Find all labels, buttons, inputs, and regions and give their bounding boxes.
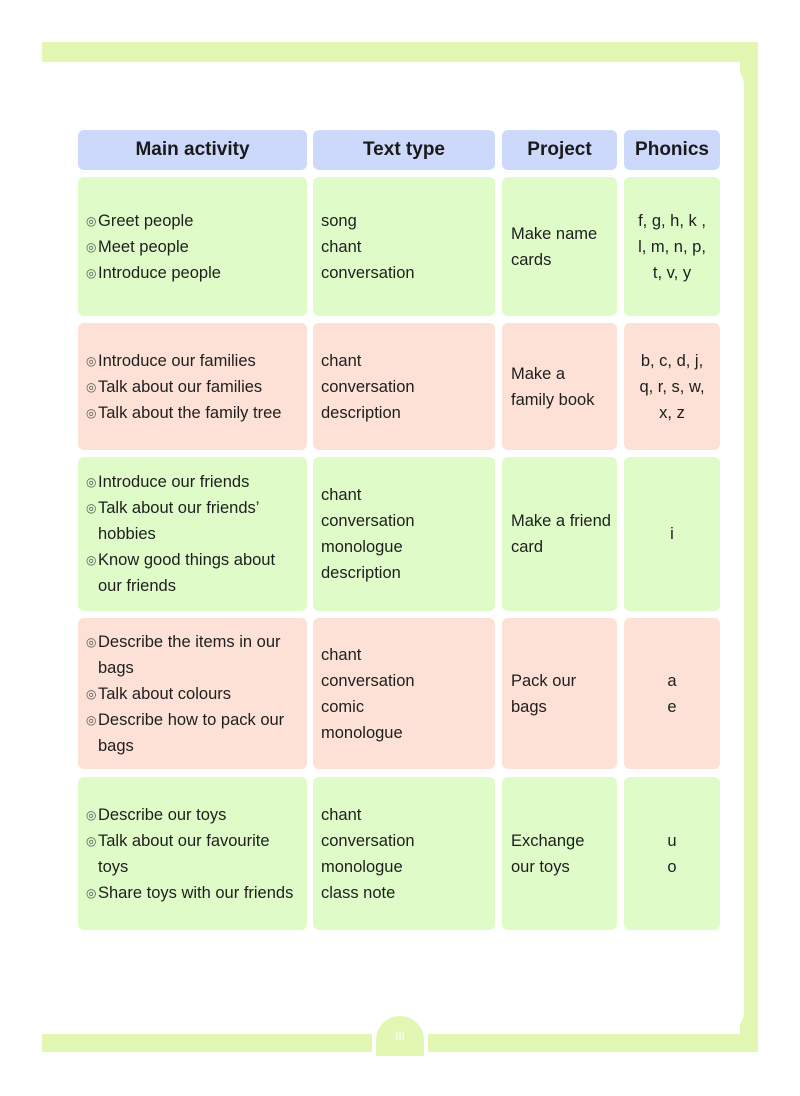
phonics-item: i: [670, 525, 674, 543]
text-type-item: class note: [321, 883, 396, 902]
ring-bullet-icon: ◎: [86, 239, 97, 254]
list-item: ◎ Greet people: [86, 208, 301, 234]
ring-bullet-icon: ◎: [86, 405, 97, 420]
ring-bullet-icon: ◎: [86, 833, 97, 848]
phonics-item: a: [667, 671, 677, 690]
row-5-project: [502, 777, 617, 930]
ring-bullet-icon: ◎: [86, 553, 97, 567]
row-2-phonics: [624, 323, 720, 450]
row-2-project: [502, 323, 617, 450]
text-type-item: conversation: [321, 377, 415, 396]
text-type-item: conversation: [321, 671, 415, 690]
row-4-activities: [78, 618, 307, 769]
list-item: ◎ Introduce our families: [86, 348, 301, 374]
page-number: III: [376, 1016, 424, 1056]
project-label: Pack our bags: [511, 671, 577, 716]
text-type-item: description: [321, 403, 401, 422]
row-4-phonics: [624, 618, 720, 769]
list-item: ◎ Introduce people: [86, 260, 301, 286]
phonics-item: b, c, d, j,: [640, 351, 704, 370]
list-item: ◎ Talk about the family tree: [86, 400, 301, 426]
row-2-text-types: [313, 323, 495, 450]
ring-bullet-icon: ◎: [86, 634, 97, 649]
phonics-item: q, r, s, w,: [639, 377, 705, 396]
row-1-activities: [78, 177, 307, 316]
row-4-project: [502, 618, 617, 769]
page-frame-bottom-left: [42, 1034, 372, 1052]
project-label: Make a family book: [511, 364, 595, 409]
text-type-item: description: [321, 564, 401, 582]
text-type-item: chant: [321, 351, 362, 370]
text-type-item: comic: [321, 697, 365, 716]
row-2-activities: [78, 323, 307, 450]
text-type-item: conversation: [321, 512, 415, 530]
text-type-item: conversation: [321, 263, 415, 282]
ring-bullet-icon: ◎: [86, 807, 97, 822]
row-3-phonics: [624, 457, 720, 611]
ring-bullet-icon: ◎: [86, 353, 97, 368]
list-item: ◎ Describe the items in our bags: [86, 629, 301, 681]
header-project: Project: [502, 130, 617, 170]
list-item: ◎ Describe our toys: [86, 802, 301, 828]
phonics-item: f, g, h, k ,: [638, 211, 706, 230]
ring-bullet-icon: ◎: [86, 265, 97, 280]
row-4-text-types: [313, 618, 495, 769]
project-label: Make a friend card: [511, 512, 611, 556]
text-type-item: chant: [321, 237, 362, 256]
page-frame-bottom-right: [428, 1034, 758, 1052]
row-1-project: [502, 177, 617, 316]
row-3-project: [502, 457, 617, 611]
list-item: ◎ Introduce our friends: [86, 469, 301, 495]
phonics-item: t, v, y: [652, 263, 692, 282]
phonics-item: o: [667, 857, 677, 876]
row-3-activities: [78, 457, 307, 611]
ring-bullet-icon: ◎: [86, 379, 97, 394]
text-type-item: chant: [321, 486, 362, 504]
ring-bullet-icon: ◎: [86, 712, 97, 727]
list-item: ◎ Share toys with our friends: [86, 880, 301, 906]
text-type-item: chant: [321, 645, 362, 664]
ring-bullet-icon: ◎: [86, 475, 97, 489]
list-item: ◎ Describe how to pack our bags: [86, 707, 301, 759]
row-5-activities: [78, 777, 307, 930]
header-text-type: Text type: [313, 130, 495, 170]
ring-bullet-icon: ◎: [86, 501, 97, 515]
text-type-item: monologue: [321, 538, 403, 556]
row-5-phonics: [624, 777, 720, 930]
page-frame-top: [42, 42, 758, 62]
list-item: ◎ Talk about our friends’ hobbies: [86, 495, 301, 547]
list-item: ◎ Talk about colours: [86, 681, 301, 707]
list-item: ◎ Meet people: [86, 234, 301, 260]
text-type-item: monologue: [321, 723, 403, 742]
text-type-item: chant: [321, 805, 362, 824]
project-label: Exchange our toys: [511, 831, 585, 876]
phonics-item: x, z: [659, 403, 685, 422]
list-item: ◎ Know good things about our friends: [86, 547, 301, 599]
ring-bullet-icon: ◎: [86, 213, 97, 228]
ring-bullet-icon: ◎: [86, 686, 97, 701]
text-type-item: monologue: [321, 857, 403, 876]
row-5-text-types: [313, 777, 495, 930]
header-main-activity: Main activity: [78, 130, 307, 170]
list-item: ◎ Talk about our families: [86, 374, 301, 400]
phonics-item: l, m, n, p,: [638, 237, 706, 256]
project-label: Make name cards: [511, 224, 598, 269]
list-item: ◎ Talk about our favourite toys: [86, 828, 301, 880]
row-1-phonics: [624, 177, 720, 316]
text-type-item: song: [321, 211, 357, 230]
text-type-item: conversation: [321, 831, 415, 850]
phonics-item: e: [667, 697, 677, 716]
row-3-text-types: [313, 457, 495, 611]
header-phonics: Phonics: [624, 130, 720, 170]
phonics-item: u: [667, 831, 677, 850]
ring-bullet-icon: ◎: [86, 885, 97, 900]
row-1-text-types: [313, 177, 495, 316]
